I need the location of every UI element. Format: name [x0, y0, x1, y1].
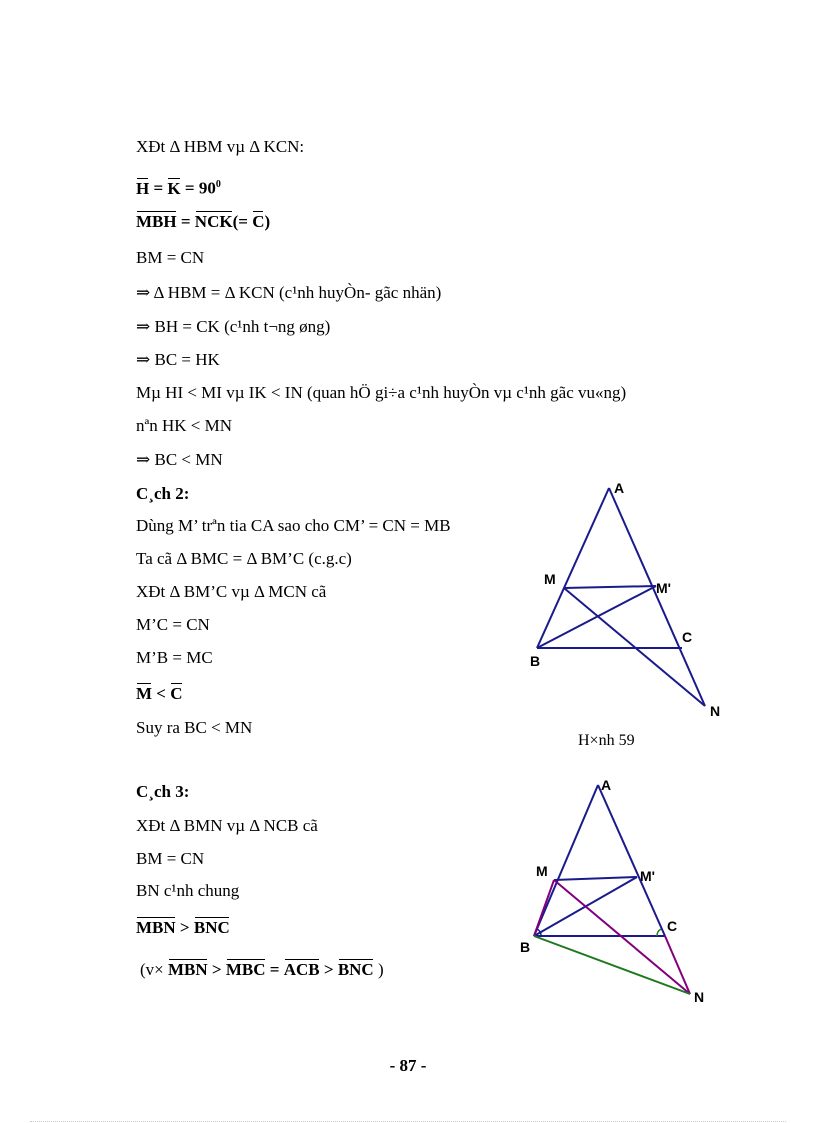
label-b: B	[530, 653, 541, 669]
label-a: A	[614, 480, 625, 496]
text-line-16: M’B = MC	[136, 648, 213, 667]
angle-mark-c	[657, 929, 661, 936]
figure-caption: H×nh 59	[578, 732, 635, 749]
label-m: M	[536, 863, 548, 879]
side-ab	[537, 488, 609, 648]
figure-cach-3	[510, 772, 720, 1012]
segment-bm2	[537, 586, 656, 648]
label-a: A	[601, 777, 612, 793]
text-line-18: Suy ra BC < MN	[136, 718, 253, 737]
angle-inequality-1: M < C	[136, 684, 183, 703]
angle-k: K	[167, 178, 181, 198]
text-line-9: nªn HK < MN	[136, 416, 232, 435]
label-m2: M'	[640, 868, 655, 884]
footer-divider	[30, 1121, 786, 1122]
segment-bm	[534, 880, 554, 936]
page-number: - 87 -	[389, 1056, 427, 1075]
side-ab	[534, 785, 598, 936]
text-line-7: ⇒ BC = HK	[136, 350, 220, 369]
text-line-15: M’C = CN	[136, 615, 210, 634]
label-n: N	[694, 989, 705, 1005]
segment-mm2	[554, 877, 637, 880]
text-line-5: ⇒ Δ HBM = Δ KCN (c¹nh huyÒn- gãc nhän)	[136, 283, 442, 302]
heading-cach-3: C¸ch 3:	[136, 782, 190, 801]
figure-59	[520, 475, 730, 720]
text-line-6: ⇒ BH = CK (c¹nh t¬ng øng)	[136, 317, 331, 336]
text-line-1: XÐt Δ HBM vµ Δ KCN:	[136, 137, 305, 156]
text-line-14: XÐt Δ BM’C vµ Δ MCN cã	[136, 582, 327, 601]
angle-equation-1: $H = K = 90^0$	[136, 178, 221, 198]
angle-h: H	[136, 178, 150, 198]
text-line-4: BM = CN	[136, 248, 205, 267]
side-ac-extended	[609, 488, 705, 706]
text-line-13: Ta cã Δ BMC = Δ BM’C (c.g.c)	[136, 549, 352, 568]
angle-inequality-3: (v× MBN > MBC = ACB > BNC )	[140, 960, 384, 979]
text-line-22: BN c¹nh chung	[136, 881, 240, 900]
side-ac	[598, 785, 665, 936]
text-line-20: XÐt Δ BMN vµ Δ NCB cã	[136, 816, 318, 835]
segment-mm2	[564, 586, 656, 588]
label-c: C	[667, 918, 678, 934]
text-line-21: BM = CN	[136, 849, 205, 868]
angle-equation-2: MBH = NCK(= C)	[136, 212, 271, 231]
label-m: M	[544, 571, 556, 587]
heading-cach-2: C¸ch 2:	[136, 484, 190, 503]
segment-bn	[534, 936, 690, 994]
label-m2: M'	[656, 580, 671, 596]
text-line-8: Mµ HI < MI vµ IK < IN (quan hÖ gi÷a c¹nh huyÒn vµ c¹nh gãc vu«ng)	[136, 383, 627, 402]
label-b: B	[520, 939, 531, 955]
angle-inequality-2: MBN > BNC	[136, 918, 230, 937]
label-c: C	[682, 629, 693, 645]
label-n: N	[710, 703, 721, 719]
text-line-10: ⇒ BC < MN	[136, 450, 223, 469]
text-line-12: Dùng M’ trªn tia CA sao cho CM’ = CN = MB	[136, 516, 451, 535]
